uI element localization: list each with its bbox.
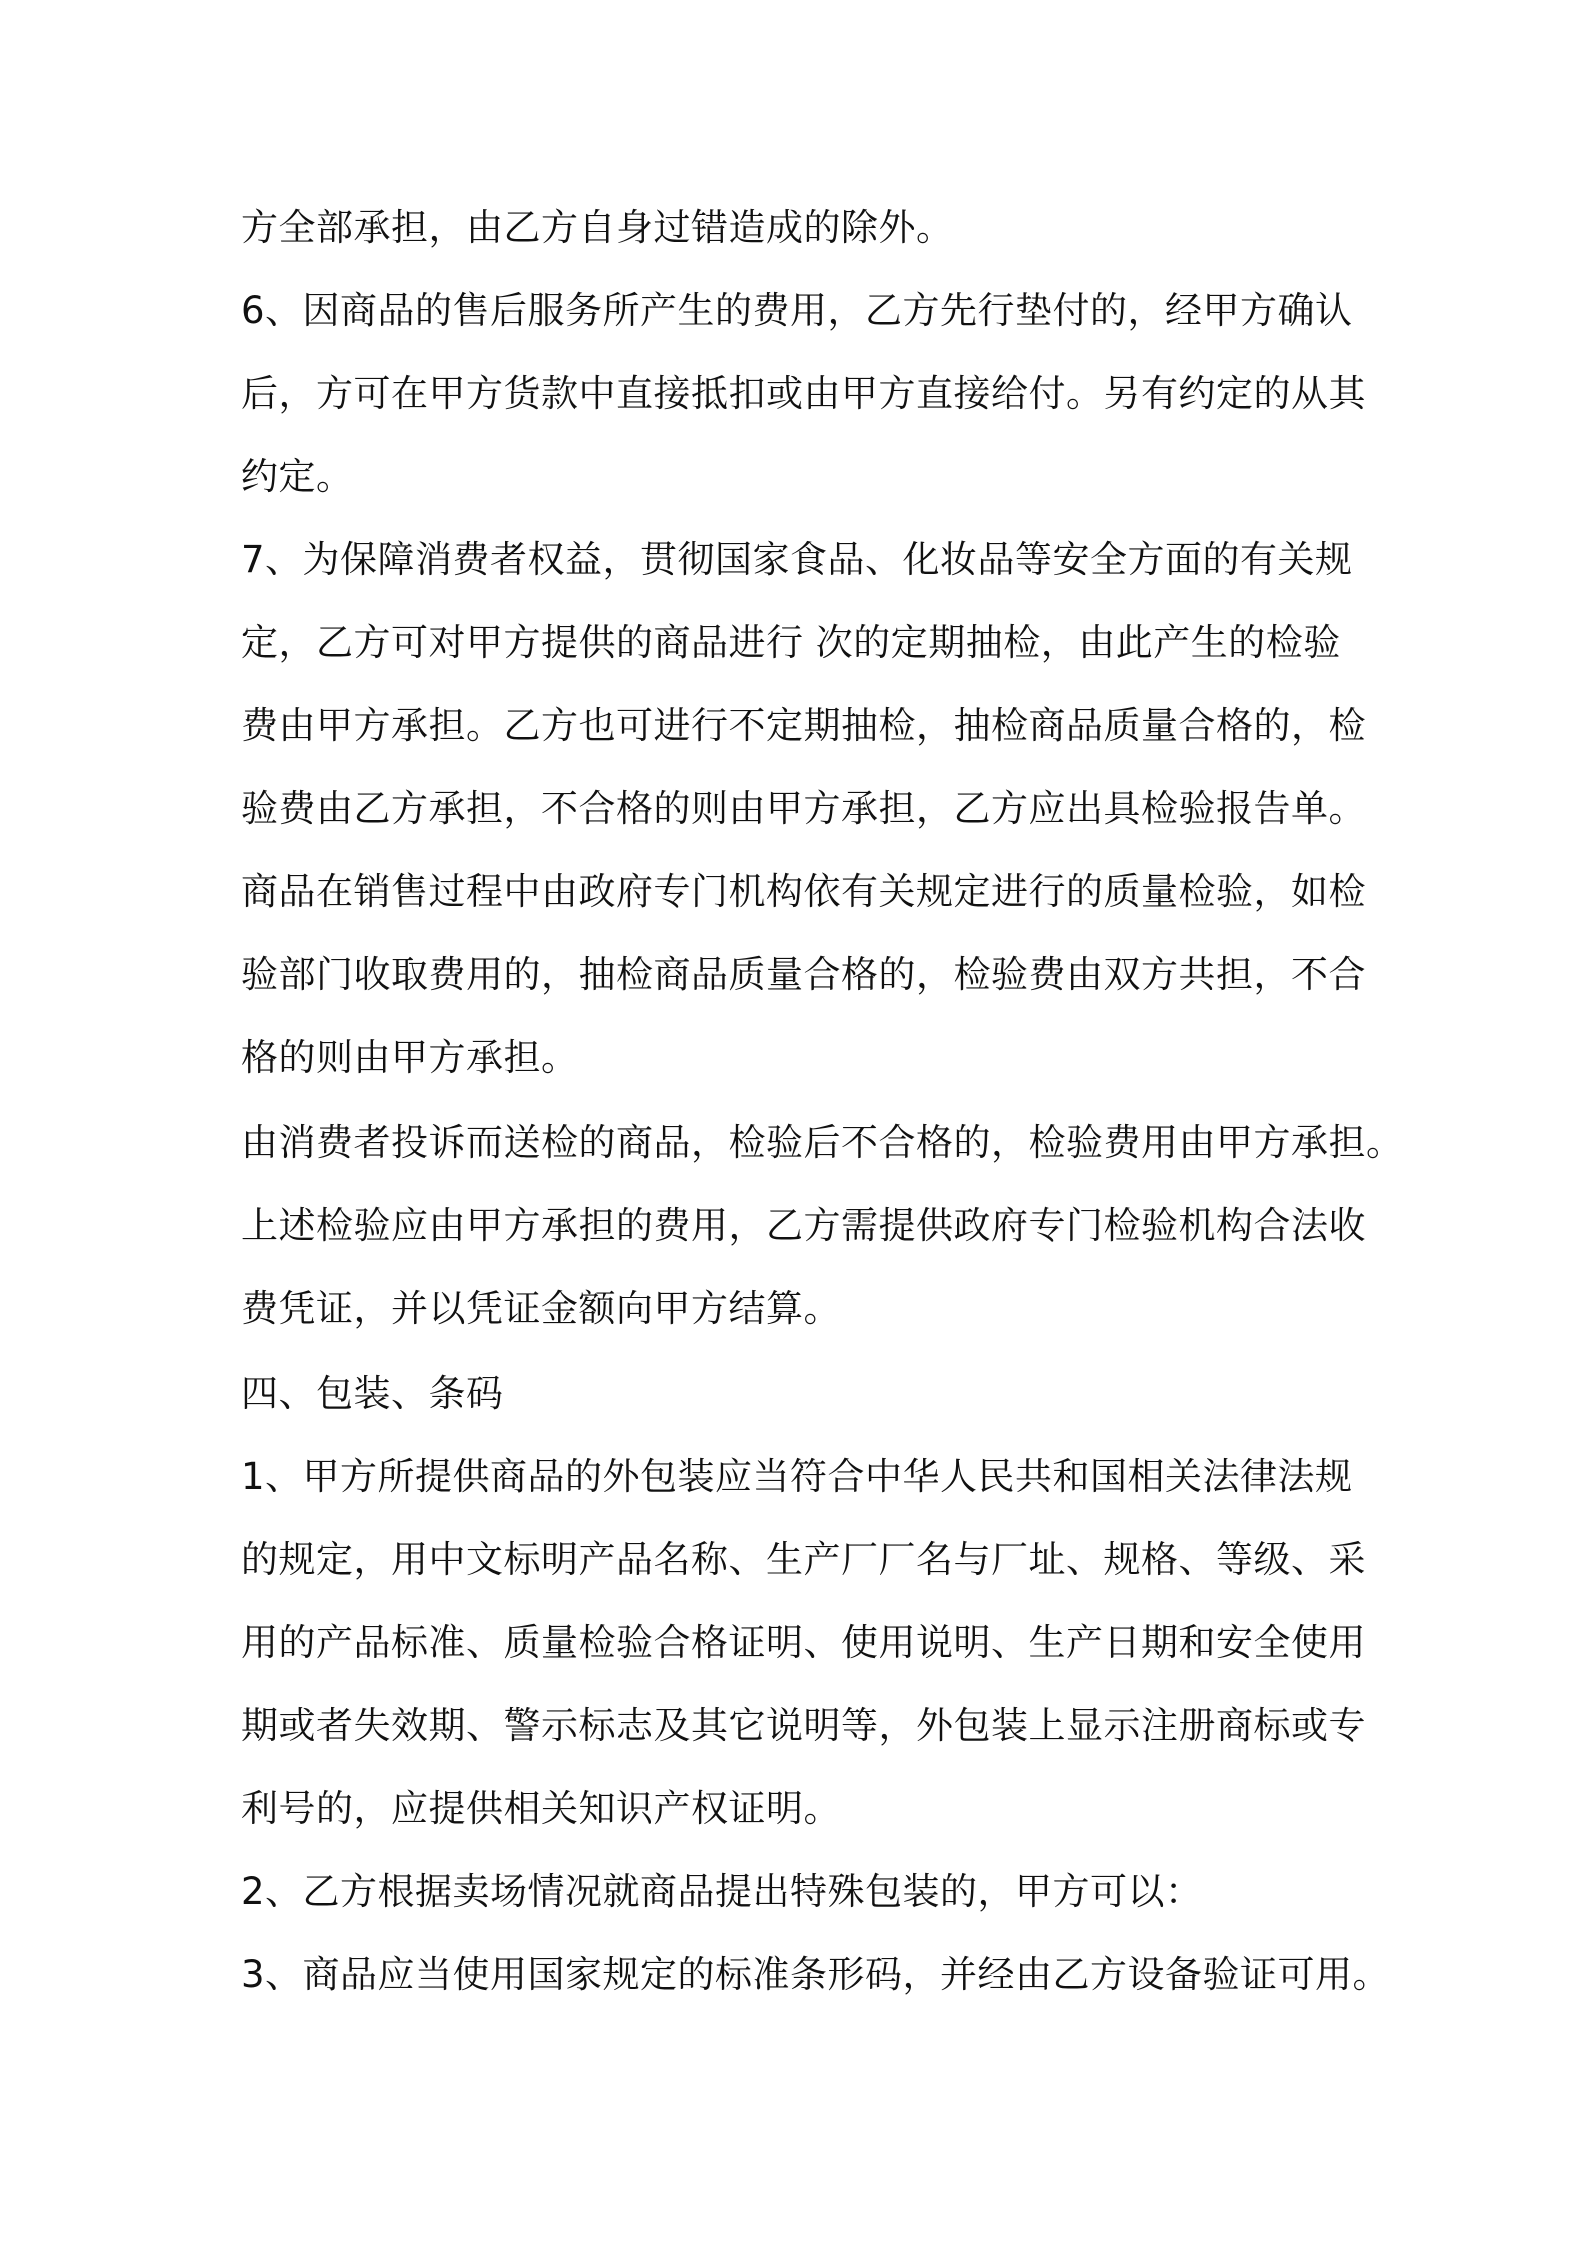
text-line: 6、因商品的售后服务所产生的费用，乙方先行垫付的，经甲方确认: [241, 289, 1353, 332]
text-line: 方全部承担，由乙方自身过错造成的除外。: [241, 206, 954, 249]
text-line: 验费由乙方承担，不合格的则由甲方承担，乙方应出具检验报告单。: [241, 787, 1366, 830]
text-line: 期或者失效期、警示标志及其它说明等，外包装上显示注册商标或专: [241, 1704, 1366, 1747]
text-line: 格的则由甲方承担。: [241, 1036, 579, 1079]
text-line: 利号的，应提供相关知识产权证明。: [241, 1787, 841, 1830]
text-line: 验部门收取费用的，抽检商品质量合格的，检验费由双方共担，不合: [241, 953, 1366, 996]
text-line: 约定。: [241, 455, 354, 498]
text-line: 由消费者投诉而送检的商品，检验后不合格的，检验费用由甲方承担。: [241, 1121, 1404, 1164]
text-line: 7、为保障消费者权益，贯彻国家食品、化妆品等安全方面的有关规: [241, 538, 1353, 581]
text-line: 的规定，用中文标明产品名称、生产厂厂名与厂址、规格、等级、采: [241, 1538, 1366, 1581]
text-line: 商品在销售过程中由政府专门机构依有关规定进行的质量检验，如检: [241, 870, 1366, 913]
text-line: 1、甲方所提供商品的外包装应当符合中华人民共和国相关法律法规: [241, 1455, 1353, 1498]
section-heading: 四、包装、条码: [241, 1372, 504, 1415]
text-line: 上述检验应由甲方承担的费用，乙方需提供政府专门检验机构合法收: [241, 1204, 1366, 1247]
text-line: 定，乙方可对甲方提供的商品进行 次的定期抽检，由此产生的检验: [241, 621, 1341, 664]
text-line: 2、乙方根据卖场情况就商品提出特殊包装的，甲方可以：: [241, 1870, 1203, 1913]
text-line: 后，方可在甲方货款中直接抵扣或由甲方直接给付。另有约定的从其: [241, 372, 1366, 415]
text-line: 费凭证，并以凭证金额向甲方结算。: [241, 1287, 841, 1330]
text-line: 3、商品应当使用国家规定的标准条形码，并经由乙方设备验证可用。: [241, 1953, 1391, 1996]
text-line: 用的产品标准、质量检验合格证明、使用说明、生产日期和安全使用: [241, 1621, 1366, 1664]
text-line: 费由甲方承担。乙方也可进行不定期抽检，抽检商品质量合格的，检: [241, 704, 1366, 747]
